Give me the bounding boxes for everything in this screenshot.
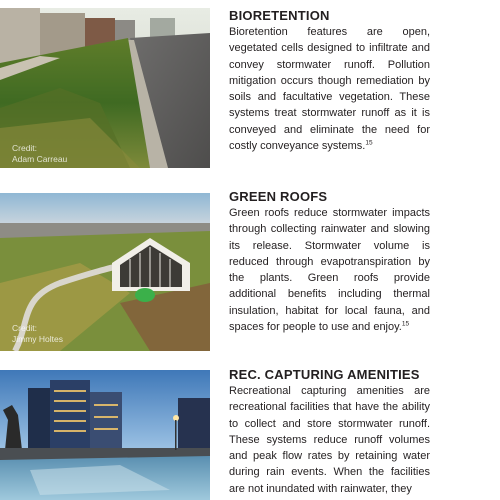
photo-credit bbox=[12, 323, 63, 345]
section-heading: BIORETENTION bbox=[229, 8, 330, 23]
rec-amenity-photo bbox=[0, 370, 210, 500]
section-heading: REC. CAPTURING AMENITIES bbox=[229, 367, 420, 382]
credit-name: Jimmy Holtes bbox=[12, 334, 64, 344]
section-body-text: Recreational capturing amenities are recreational facilities that have the ability to collect and store stormwater runoff. These systems reduce runoff volumes and peak flow rates by retaining water during rain events. When the facilities are not inundated with rainwater, they bbox=[229, 385, 430, 495]
credit-name: Adam Carreau bbox=[12, 154, 68, 164]
section-body bbox=[229, 24, 430, 154]
bioretention-section bbox=[229, 8, 430, 154]
section-body bbox=[229, 383, 430, 497]
rec-capturing-amenities-section bbox=[229, 367, 430, 497]
credit-label: Credit: bbox=[12, 143, 38, 153]
section-body bbox=[229, 205, 430, 335]
section-body-text: Green roofs reduce stormwater impacts through collecting rainwater and slowing its release. Stormwater volume is reduced through evapotranspiration by the plants. Green roofs provide additional benefits including thermal insulation, habitat for local fauna, and spaces for people to use and enjoy. bbox=[229, 207, 430, 334]
section-heading: GREEN ROOFS bbox=[229, 189, 328, 204]
section-body-text: Bioretention features are open, vegetated cells designed to infiltrate and convey stormwater runoff. Pollution mitigation occurs though remediation by soils and facultative vegetation. These systems treat stormwater runoff as it is conveyed and eliminate the need for costly conveyance systems. bbox=[229, 26, 430, 153]
footnote-ref: 15 bbox=[401, 320, 410, 328]
bioretention-photo bbox=[0, 8, 210, 168]
credit-label: Credit: bbox=[12, 323, 38, 333]
footnote-ref: 15 bbox=[365, 139, 373, 147]
green-roofs-section bbox=[229, 189, 430, 335]
green-roof-photo bbox=[0, 193, 210, 351]
photo-credit bbox=[12, 143, 67, 165]
